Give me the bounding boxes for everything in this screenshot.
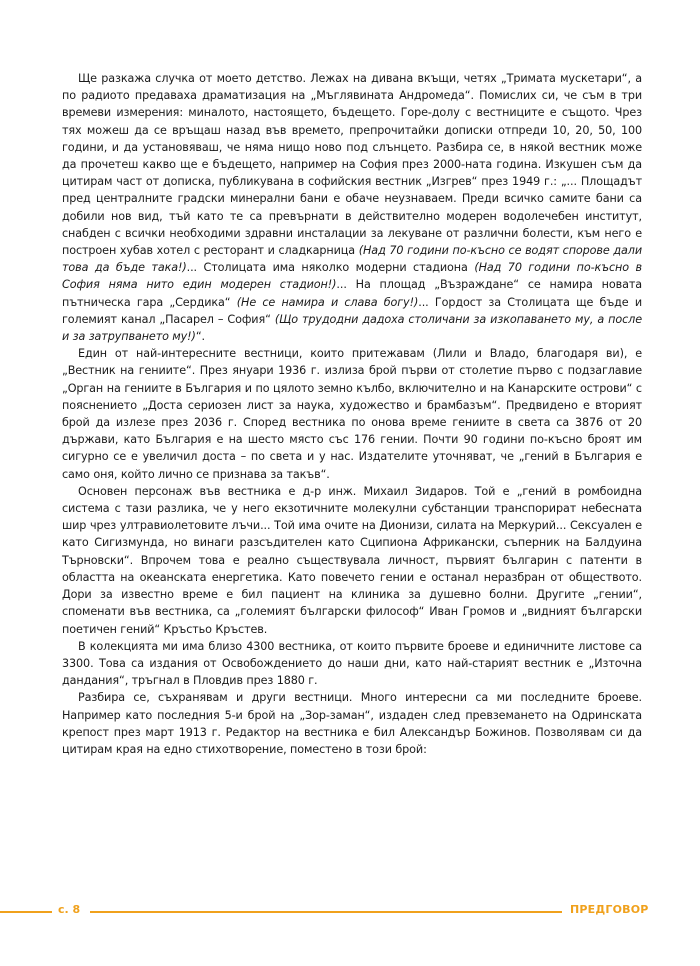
page-number: с. 8 [58,903,81,916]
page-footer [0,902,700,922]
body-text [62,70,642,758]
footer-rule-middle [90,911,562,913]
text-span: ... Столицата има няколко модерни стадиона [186,261,475,275]
paragraph-1 [62,70,642,345]
paragraph-2: Един от най-интересните вестници, които притежавам (Лили и Владо, благодаря ви), е „Вестник на гениите“. През януари 1936 г. излиза брой първи от столетие първо с подзаглавие „Орган на гениите в България и по цялото земно кълбо, включително и на Канарските острови“ с пояснението „Доста сериозен лист за наука, художество и брамбазъм“. Предвидено е вторият брой да излезе през 2036 г. Според вестника по онова време гениите в света са 3876 от 20 държави, като България е на шесто място със 176 гении. Почти 90 години по-късно броят им сигурно се е увеличил доста – по света и у нас. Издателите уточняват, че „гений в България е само оня, който лично се признава за такъв“. [62,347,642,481]
text-span: Ще разкажа случка от моето детство. Лежах на дивана вкъщи, четях „Тримата мускетари“, а по радиото предаваха драматизация на „Мъглявината Андромеда“. Помислих си, че съм в три времеви измерения: миналото, настоящето, бъдещето. Горе-долу с вестниците е същото. Чрез тях можеш да се връщаш назад във времето, препрочитайки дописки отпреди 10, 20, 50, 100 години, и да установяваш, че няма нищо ново под слънцето. Разбира се, в някой вестник може да прочетеш какво ще е бъдещето, например на София през 2000-ната година. Изкушен съм да цитирам част от дописка, публикувана в софийския вестник „Изгрев“ през 1949 г.: „... Площадът пред централните градски минерални бани е обаче неузнаваем. Преди всичко самите бани са добили нов вид, тъй като те са превърнати в действително модерен водолечебен институт, снабден с всички необходими здравни инсталации за лекуване от различни болести, към него е построен хубав хотел с ресторант и сладкарница [62,72,642,258]
text-span: ... На площад „Възраждане“ се намира новата пътническа гара „Сердика“ [62,278,642,309]
editorial-note: (Над 70 години по-късно се водят спорове дали това да бъде така!) [62,244,642,275]
footer-rule-left [0,911,52,913]
paragraph-4: В колекцията ми има близо 4300 вестника, от които първите броеве и единичните листове са 3300. Това са издания от Освобождението до наши дни, като най-старият вестник е „Източна дандания“, тръгнал в Пловдив през 1880 г. [62,639,642,688]
text-span: ... Гордост за Столицата ще бъде и големият канал „Пасарел – София“ [62,295,643,326]
paragraph-3: Основен персонаж във вестника е д-р инж. Михаил Зидаров. Той е „гений в ромбоидна система с тази разлика, че у него екзотичните молекулни субстанции транспорират небесната шир чрез ултравиолетовите лъчи... Той има очите на Дионизи, силата на Меркурий... Сексуален е като Сигизмунда, но винаги разсъдителен като Сципиона Африкански, съперник на Балдуина Търновски“. Впрочем това е реално съществувала личност, първият българин с патенти в областта на океанската енергетика. Като повечето гении е останал неразбран от обществото. Дори за известно време е бил пациент на клиника за душевно болни. Другите „гении“, споменати във вестника, са „големият български философ“ Иван Громов и „видният български поетичен гений“ Кръстьо Кръстев. [62,484,642,636]
paragraph-5: Разбира се, съхранявам и други вестници. Много интересни са ми последните броеве. Например като последния 5-и брой на „Зор-заман“, издаден след превземането на Одринската крепост през март 1913 г. Редактор на вестника е бил Александър Божинов. Позволявам си да цитирам края на едно стихотворение, поместено в този брой: [62,691,642,756]
editorial-note: (Не се намира и слава богу!) [236,295,419,309]
editorial-note: (Що трудодни дадоха столичани за изкопаването му, а после и за затрупването му!) [62,312,642,344]
editorial-note: (Над 70 години по-късно в София няма нито един модерен стадион!) [62,261,642,292]
section-title: ПРЕДГОВОР [570,903,649,916]
text-span: “. [195,330,205,344]
